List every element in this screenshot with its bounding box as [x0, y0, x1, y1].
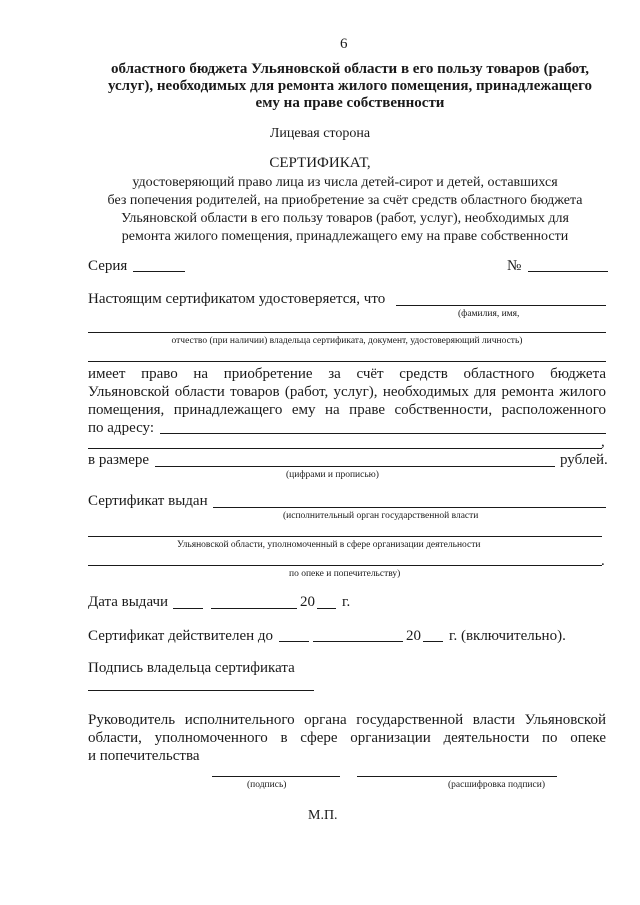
issued-blank [213, 507, 606, 508]
document-blank [88, 361, 606, 362]
valid-month-blank [313, 641, 403, 642]
authority-blank-3 [88, 565, 602, 566]
head-line-2: области, уполномоченного в сфере организации деятельности по опеке [88, 730, 606, 746]
hint-signature: (подпись) [247, 780, 287, 790]
valid-until-label: Сертификат действителен до [88, 628, 274, 644]
valid-day-blank [279, 641, 309, 642]
stamp-place: М.П. [308, 808, 338, 823]
valid-year-prefix: 20 [406, 628, 421, 644]
issue-date-label: Дата выдачи [88, 594, 169, 610]
hint-amount: (цифрами и прописью) [286, 470, 379, 480]
name-blank [396, 305, 606, 306]
address-blank-1 [160, 433, 606, 434]
hint-signature-decode: (расшифровка подписи) [448, 780, 545, 790]
certificate-line-4: ремонта жилого помещения, принадлежащего ему на праве собственности [121, 229, 569, 244]
right-line-3: помещения, принадлежащего ему на праве собственности, расположенного [88, 402, 606, 418]
issue-day-blank [173, 608, 203, 609]
valid-suffix: г. (включительно). [449, 628, 566, 644]
right-line-1: имеет право на приобретение за счёт средств областного бюджета [88, 366, 606, 382]
amount-unit: рублей. [560, 452, 608, 468]
head-line-1: Руководитель исполнительного органа государственной власти Ульяновской [88, 712, 606, 728]
address-blank-2 [88, 448, 602, 449]
amount-blank [155, 466, 555, 467]
amount-label: в размере [88, 452, 150, 468]
number-label: № [507, 258, 522, 274]
holder-signature-blank [88, 690, 314, 691]
issue-year-blank [317, 608, 336, 609]
signature-blank [212, 776, 340, 777]
right-line-2: Ульяновской области товаров (работ, услуг), необходимых для ремонта жилого [88, 384, 606, 400]
hint-authority-1: (исполнительный орган государственной власти [283, 511, 479, 521]
header-line-1: областного бюджета Ульяновской области в его пользу товаров (работ, [110, 61, 590, 77]
hint-authority-3: по опеке и попечительству) [289, 569, 401, 579]
issue-year-prefix: 20 [300, 594, 315, 610]
side-label: Лицевая сторона [269, 126, 371, 141]
issue-month-blank [211, 608, 297, 609]
number-blank [528, 271, 608, 272]
header-line-3: ему на праве собственности [255, 95, 445, 111]
header-line-2: услуг), необходимых для ремонта жилого помещения, принадлежащего [107, 78, 593, 94]
certificate-title: СЕРТИФИКАТ, [269, 155, 371, 171]
issue-year-suffix: г. [342, 594, 351, 610]
address-label: по адресу: [88, 420, 155, 436]
holder-signature-label: Подпись владельца сертификата [88, 660, 295, 676]
hint-name: (фамилия, имя, [458, 309, 520, 319]
certificate-line-3: Ульяновской области в его пользу товаров (работ, услуг), необходимых для [121, 211, 569, 226]
patronymic-blank [88, 332, 606, 333]
page-number: 6 [340, 36, 348, 52]
authority-period: . [601, 553, 605, 569]
hint-patronymic: отчество (при наличии) владельца сертификата, документ, удостоверяющий личность) [171, 336, 523, 346]
address-comma: , [601, 434, 605, 450]
certificate-line-2: без попечения родителей, на приобретение за счёт средств областного бюджета [107, 193, 583, 208]
hint-authority-2: Ульяновской области, уполномоченный в сфере организации деятельности [177, 540, 481, 550]
series-blank [133, 271, 185, 272]
certify-label: Настоящим сертификатом удостоверяется, что [88, 291, 386, 307]
signature-decode-blank [357, 776, 557, 777]
certificate-line-1: удостоверяющий право лица из числа детей-сирот и детей, оставшихся [132, 175, 558, 190]
head-line-3: и попечительства [88, 748, 200, 764]
series-label: Серия [88, 258, 128, 274]
valid-year-blank [423, 641, 443, 642]
authority-blank-2 [88, 536, 602, 537]
issued-label: Сертификат выдан [88, 493, 208, 509]
